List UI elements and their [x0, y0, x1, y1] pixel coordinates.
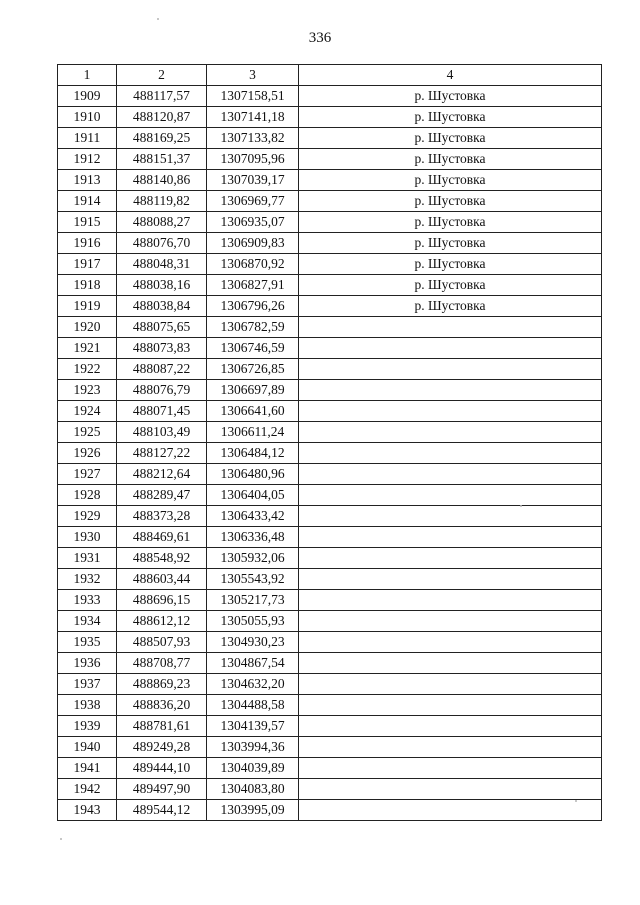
- column-header-2: 2: [117, 65, 207, 86]
- table-row: [58, 338, 602, 359]
- row-number-cell: 1929: [58, 506, 117, 527]
- x-coordinate-cell: 488103,49: [117, 422, 207, 443]
- x-coordinate-cell: 488117,57: [117, 86, 207, 107]
- y-coordinate-cell: 1306336,48: [207, 527, 299, 548]
- table-row: [58, 380, 602, 401]
- x-coordinate-cell: 488076,79: [117, 380, 207, 401]
- table-row: [58, 758, 602, 779]
- y-coordinate-cell: 1306697,89: [207, 380, 299, 401]
- description-cell: [299, 737, 602, 758]
- y-coordinate-cell: 1305543,92: [207, 569, 299, 590]
- row-number-cell: 1936: [58, 653, 117, 674]
- row-number-cell: 1909: [58, 86, 117, 107]
- x-coordinate-cell: 488038,16: [117, 275, 207, 296]
- scan-speck: [520, 505, 522, 507]
- y-coordinate-cell: 1306433,42: [207, 506, 299, 527]
- x-coordinate-cell: 488507,93: [117, 632, 207, 653]
- table-row: [58, 506, 602, 527]
- description-cell: [299, 653, 602, 674]
- row-number-cell: 1938: [58, 695, 117, 716]
- table-row: [58, 107, 602, 128]
- description-cell: [299, 569, 602, 590]
- x-coordinate-cell: 488119,82: [117, 191, 207, 212]
- description-cell: [299, 716, 602, 737]
- y-coordinate-cell: 1304488,58: [207, 695, 299, 716]
- y-coordinate-cell: 1305217,73: [207, 590, 299, 611]
- x-coordinate-cell: 488140,86: [117, 170, 207, 191]
- description-cell: р. Шустовка: [299, 212, 602, 233]
- table-row: [58, 422, 602, 443]
- x-coordinate-cell: 488373,28: [117, 506, 207, 527]
- table-row: [58, 86, 602, 107]
- table-row: [58, 527, 602, 548]
- table-row: [58, 275, 602, 296]
- description-cell: [299, 674, 602, 695]
- y-coordinate-cell: 1306641,60: [207, 401, 299, 422]
- y-coordinate-cell: 1304083,80: [207, 779, 299, 800]
- row-number-cell: 1911: [58, 128, 117, 149]
- table-row: [58, 590, 602, 611]
- description-cell: р. Шустовка: [299, 86, 602, 107]
- y-coordinate-cell: 1306480,96: [207, 464, 299, 485]
- x-coordinate-cell: 488038,84: [117, 296, 207, 317]
- table-row: [58, 548, 602, 569]
- x-coordinate-cell: 488120,87: [117, 107, 207, 128]
- row-number-cell: 1935: [58, 632, 117, 653]
- description-cell: р. Шустовка: [299, 296, 602, 317]
- x-coordinate-cell: 488603,44: [117, 569, 207, 590]
- y-coordinate-cell: 1306935,07: [207, 212, 299, 233]
- row-number-cell: 1920: [58, 317, 117, 338]
- table-row: [58, 233, 602, 254]
- x-coordinate-cell: 488169,25: [117, 128, 207, 149]
- column-header-1: 1: [58, 65, 117, 86]
- x-coordinate-cell: 488612,12: [117, 611, 207, 632]
- y-coordinate-cell: 1306404,05: [207, 485, 299, 506]
- row-number-cell: 1923: [58, 380, 117, 401]
- y-coordinate-cell: 1304632,20: [207, 674, 299, 695]
- y-coordinate-cell: 1307158,51: [207, 86, 299, 107]
- y-coordinate-cell: 1306969,77: [207, 191, 299, 212]
- description-cell: [299, 380, 602, 401]
- x-coordinate-cell: 488075,65: [117, 317, 207, 338]
- y-coordinate-cell: 1304930,23: [207, 632, 299, 653]
- description-cell: [299, 443, 602, 464]
- row-number-cell: 1913: [58, 170, 117, 191]
- description-cell: [299, 485, 602, 506]
- row-number-cell: 1921: [58, 338, 117, 359]
- table-row: [58, 254, 602, 275]
- table-row: [58, 611, 602, 632]
- table-row: [58, 296, 602, 317]
- row-number-cell: 1918: [58, 275, 117, 296]
- row-number-cell: 1930: [58, 527, 117, 548]
- x-coordinate-cell: 488212,64: [117, 464, 207, 485]
- y-coordinate-cell: 1306796,26: [207, 296, 299, 317]
- table-row: [58, 212, 602, 233]
- table-row: [58, 716, 602, 737]
- column-header-4: 4: [299, 65, 602, 86]
- x-coordinate-cell: 489249,28: [117, 737, 207, 758]
- table-row: [58, 191, 602, 212]
- description-cell: [299, 422, 602, 443]
- x-coordinate-cell: 489497,90: [117, 779, 207, 800]
- table-row: [58, 695, 602, 716]
- row-number-cell: 1933: [58, 590, 117, 611]
- y-coordinate-cell: 1306909,83: [207, 233, 299, 254]
- table-row: [58, 569, 602, 590]
- y-coordinate-cell: 1306870,92: [207, 254, 299, 275]
- y-coordinate-cell: 1303995,09: [207, 800, 299, 821]
- row-number-cell: 1922: [58, 359, 117, 380]
- x-coordinate-cell: 488548,92: [117, 548, 207, 569]
- table-row: [58, 779, 602, 800]
- x-coordinate-cell: 488076,70: [117, 233, 207, 254]
- description-cell: [299, 590, 602, 611]
- description-cell: р. Шустовка: [299, 128, 602, 149]
- description-cell: р. Шустовка: [299, 191, 602, 212]
- description-cell: р. Шустовка: [299, 254, 602, 275]
- y-coordinate-cell: 1307133,82: [207, 128, 299, 149]
- table-row: [58, 149, 602, 170]
- row-number-cell: 1941: [58, 758, 117, 779]
- description-cell: [299, 464, 602, 485]
- table-body: [58, 86, 602, 821]
- x-coordinate-cell: 489544,12: [117, 800, 207, 821]
- row-number-cell: 1939: [58, 716, 117, 737]
- row-number-cell: 1928: [58, 485, 117, 506]
- row-number-cell: 1914: [58, 191, 117, 212]
- y-coordinate-cell: 1304867,54: [207, 653, 299, 674]
- y-coordinate-cell: 1304139,57: [207, 716, 299, 737]
- description-cell: [299, 758, 602, 779]
- page-number: 336: [308, 30, 332, 46]
- column-header-3: 3: [207, 65, 299, 86]
- description-cell: [299, 800, 602, 821]
- row-number-cell: 1937: [58, 674, 117, 695]
- table-row: [58, 170, 602, 191]
- row-number-cell: 1910: [58, 107, 117, 128]
- description-cell: р. Шустовка: [299, 233, 602, 254]
- table-row: [58, 632, 602, 653]
- description-cell: [299, 527, 602, 548]
- row-number-cell: 1925: [58, 422, 117, 443]
- x-coordinate-cell: 488836,20: [117, 695, 207, 716]
- y-coordinate-cell: 1306782,59: [207, 317, 299, 338]
- x-coordinate-cell: 488087,22: [117, 359, 207, 380]
- row-number-cell: 1924: [58, 401, 117, 422]
- coordinates-table: [57, 64, 602, 821]
- description-cell: р. Шустовка: [299, 107, 602, 128]
- y-coordinate-cell: 1306484,12: [207, 443, 299, 464]
- description-cell: [299, 611, 602, 632]
- x-coordinate-cell: 489444,10: [117, 758, 207, 779]
- description-cell: [299, 695, 602, 716]
- row-number-cell: 1931: [58, 548, 117, 569]
- y-coordinate-cell: 1307039,17: [207, 170, 299, 191]
- scan-speck: [60, 838, 62, 840]
- y-coordinate-cell: 1307141,18: [207, 107, 299, 128]
- y-coordinate-cell: 1306726,85: [207, 359, 299, 380]
- row-number-cell: 1912: [58, 149, 117, 170]
- x-coordinate-cell: 488151,37: [117, 149, 207, 170]
- x-coordinate-cell: 488048,31: [117, 254, 207, 275]
- description-cell: [299, 779, 602, 800]
- x-coordinate-cell: 488289,47: [117, 485, 207, 506]
- table-row: [58, 674, 602, 695]
- table-row: [58, 443, 602, 464]
- row-number-cell: 1926: [58, 443, 117, 464]
- row-number-cell: 1919: [58, 296, 117, 317]
- row-number-cell: 1917: [58, 254, 117, 275]
- description-cell: [299, 359, 602, 380]
- table-row: [58, 128, 602, 149]
- x-coordinate-cell: 488696,15: [117, 590, 207, 611]
- description-cell: [299, 338, 602, 359]
- x-coordinate-cell: 488708,77: [117, 653, 207, 674]
- row-number-cell: 1943: [58, 800, 117, 821]
- table-row: [58, 800, 602, 821]
- row-number-cell: 1942: [58, 779, 117, 800]
- y-coordinate-cell: 1306746,59: [207, 338, 299, 359]
- row-number-cell: 1916: [58, 233, 117, 254]
- x-coordinate-cell: 488869,23: [117, 674, 207, 695]
- scan-speck: [575, 800, 577, 802]
- description-cell: р. Шустовка: [299, 275, 602, 296]
- row-number-cell: 1932: [58, 569, 117, 590]
- description-cell: [299, 317, 602, 338]
- y-coordinate-cell: 1306611,24: [207, 422, 299, 443]
- description-cell: р. Шустовка: [299, 149, 602, 170]
- description-cell: [299, 548, 602, 569]
- description-cell: [299, 632, 602, 653]
- y-coordinate-cell: 1305055,93: [207, 611, 299, 632]
- x-coordinate-cell: 488088,27: [117, 212, 207, 233]
- x-coordinate-cell: 488781,61: [117, 716, 207, 737]
- table-row: [58, 464, 602, 485]
- y-coordinate-cell: 1307095,96: [207, 149, 299, 170]
- x-coordinate-cell: 488073,83: [117, 338, 207, 359]
- table-row: [58, 485, 602, 506]
- table-header-row: [58, 65, 602, 86]
- x-coordinate-cell: 488469,61: [117, 527, 207, 548]
- y-coordinate-cell: 1306827,91: [207, 275, 299, 296]
- table-row: [58, 359, 602, 380]
- y-coordinate-cell: 1303994,36: [207, 737, 299, 758]
- row-number-cell: 1934: [58, 611, 117, 632]
- description-cell: р. Шустовка: [299, 170, 602, 191]
- table-row: [58, 653, 602, 674]
- row-number-cell: 1940: [58, 737, 117, 758]
- x-coordinate-cell: 488127,22: [117, 443, 207, 464]
- table-row: [58, 401, 602, 422]
- y-coordinate-cell: 1304039,89: [207, 758, 299, 779]
- x-coordinate-cell: 488071,45: [117, 401, 207, 422]
- description-cell: [299, 401, 602, 422]
- row-number-cell: 1915: [58, 212, 117, 233]
- description-cell: [299, 506, 602, 527]
- table-row: [58, 737, 602, 758]
- y-coordinate-cell: 1305932,06: [207, 548, 299, 569]
- scan-speck: [157, 18, 159, 20]
- row-number-cell: 1927: [58, 464, 117, 485]
- table-row: [58, 317, 602, 338]
